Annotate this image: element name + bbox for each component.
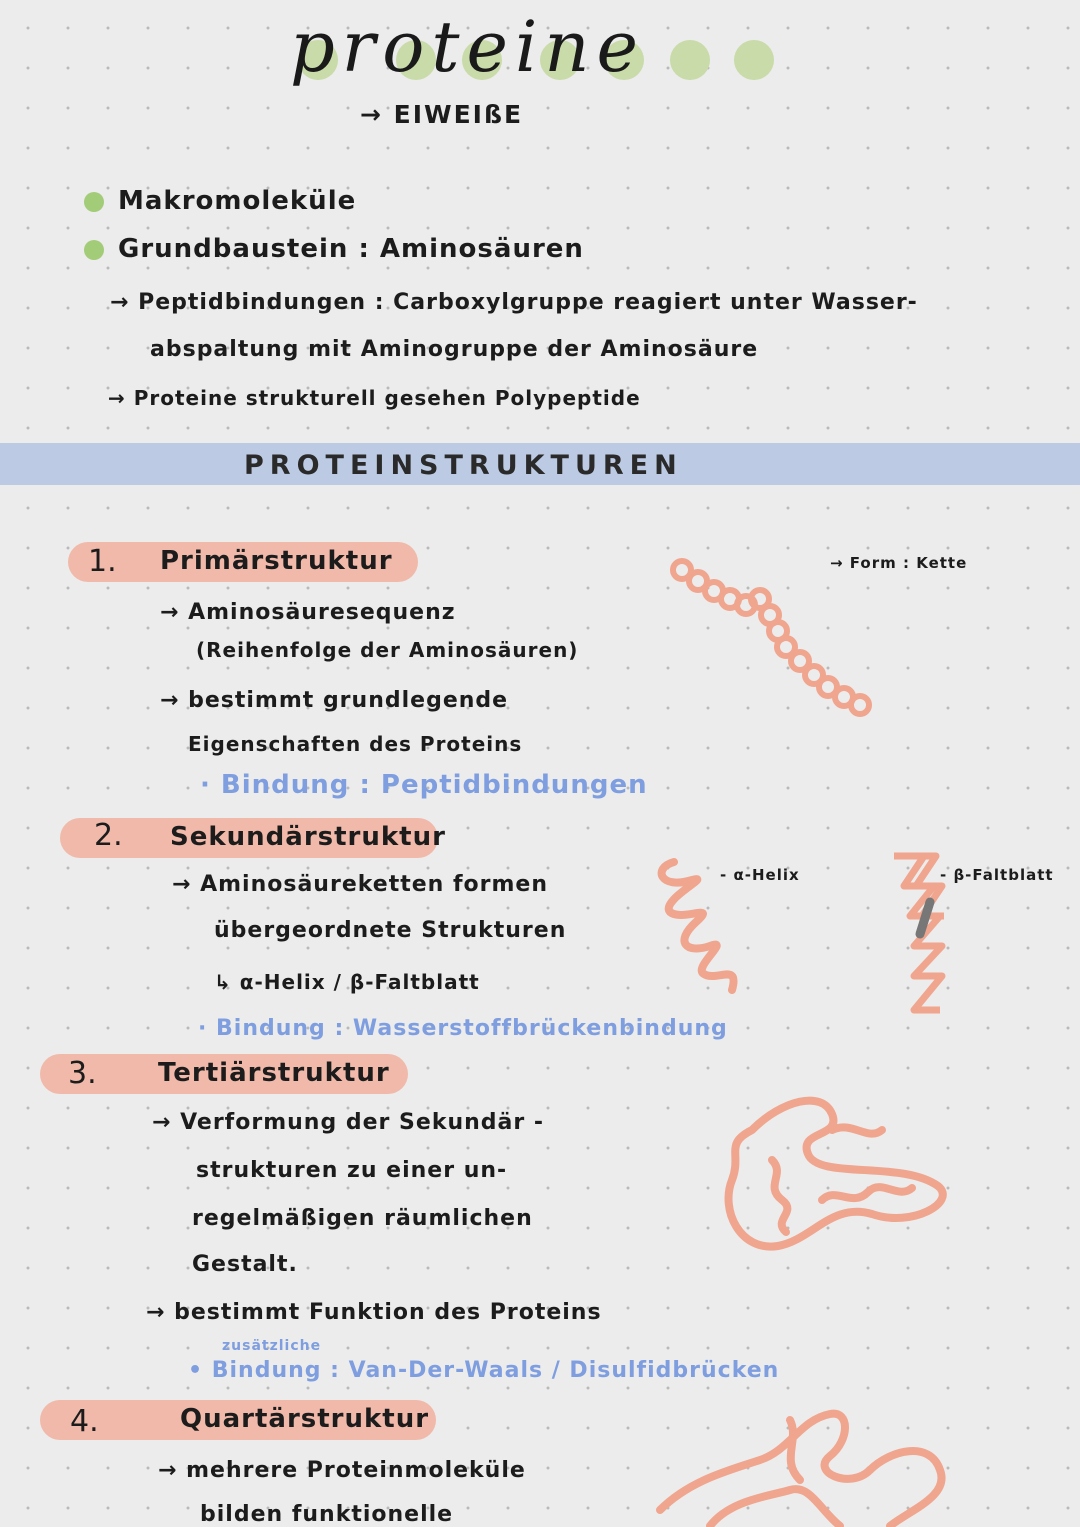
section-4-heading: Quartärstruktur bbox=[180, 1404, 430, 1434]
bullet-dot bbox=[84, 192, 104, 212]
alpha-helix-note: - α-Helix bbox=[720, 866, 800, 884]
peptide-line-1: → Peptidbindungen : Carboxylgruppe reagiert unter Wasser- bbox=[110, 290, 918, 315]
page-title: proteine bbox=[290, 6, 645, 88]
bullet-dot bbox=[84, 240, 104, 260]
section-3-number: 3. bbox=[68, 1056, 97, 1091]
section-4-line: → mehrere Proteinmoleküle bbox=[158, 1458, 526, 1483]
section-3-line: regelmäßigen räumlichen bbox=[192, 1206, 533, 1231]
section-2-line: ↳ α-Helix / β-Faltblatt bbox=[214, 970, 480, 994]
section-1-bond: · Bindung : Peptidbindungen bbox=[200, 770, 648, 800]
section-2-heading: Sekundärstruktur bbox=[170, 822, 446, 852]
section-1-line: → Aminosäuresequenz bbox=[160, 600, 456, 625]
section-4-number: 4. bbox=[70, 1404, 99, 1439]
section-1-line: (Reihenfolge der Aminosäuren) bbox=[196, 638, 579, 662]
section-2-line: übergeordnete Strukturen bbox=[214, 918, 567, 943]
chain-illustration bbox=[660, 555, 900, 735]
alpha-helix-illustration bbox=[652, 850, 752, 1000]
section-1-heading: Primärstruktur bbox=[160, 546, 393, 576]
tertiary-structure-illustration bbox=[712, 1090, 952, 1260]
section-1-number: 1. bbox=[88, 544, 117, 579]
bullet-makromolekuele: Makromoleküle bbox=[118, 186, 357, 216]
section-2-bond: · Bindung : Wasserstoffbrückenbindung bbox=[198, 1016, 728, 1041]
section-1-line: Eigenschaften des Proteins bbox=[188, 732, 523, 756]
section-3-bond: • Bindung : Van-Der-Waals / Disulfidbrücken bbox=[188, 1358, 780, 1383]
peptide-line-2: abspaltung mit Aminogruppe der Aminosäure bbox=[150, 337, 759, 362]
section-3-bond-note: zusätzliche bbox=[222, 1338, 322, 1354]
polypeptide-line: → Proteine strukturell gesehen Polypeptide bbox=[108, 386, 641, 410]
section-3-line: → bestimmt Funktion des Proteins bbox=[146, 1300, 602, 1325]
page-subtitle: → EIWEIßE bbox=[360, 100, 524, 129]
section-3-heading: Tertiärstruktur bbox=[158, 1058, 390, 1088]
section-2-line: → Aminosäureketten formen bbox=[172, 872, 549, 897]
section-3-line: strukturen zu einer un- bbox=[196, 1158, 508, 1183]
quaternary-structure-illustration bbox=[650, 1400, 960, 1526]
section-1-note: → Form : Kette bbox=[830, 554, 968, 572]
section-1-line: → bestimmt grundlegende bbox=[160, 688, 509, 713]
bullet-grundbaustein: Grundbaustein : Aminosäuren bbox=[118, 234, 584, 264]
beta-sheet-note: - β-Faltblatt bbox=[940, 866, 1054, 884]
section-2-number: 2. bbox=[94, 818, 123, 853]
banner-title: PROTEINSTRUKTUREN bbox=[244, 450, 683, 481]
section-3-line: Gestalt. bbox=[192, 1252, 298, 1277]
section-3-line: → Verformung der Sekundär - bbox=[152, 1110, 545, 1135]
section-4-line: bilden funktionelle bbox=[200, 1502, 454, 1527]
beta-sheet-illustration bbox=[884, 850, 954, 1020]
